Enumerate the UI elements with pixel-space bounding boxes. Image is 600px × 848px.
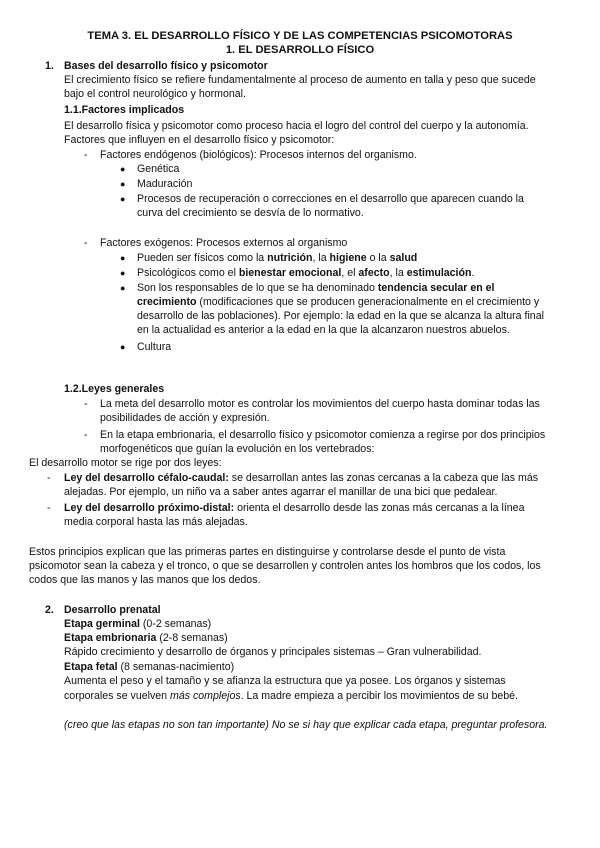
list-item: En la etapa embrionaria, el desarrollo físico y psicomotor comienza a regirse por dos principios [100, 429, 546, 441]
list-item-continuation: desarrollo de las poblaciones). Por ejemplo: la edad en la que se alcanza la altura final [137, 310, 544, 322]
paragraph-line: Rápido crecimiento y desarrollo de órganos y principales sistemas – Gran vulnerabilidad. [64, 646, 482, 658]
section-heading: Bases del desarrollo físico y psicomotor [64, 60, 268, 72]
list-item: Ley del desarrollo próximo-distal: orienta el desarrollo desde las zonas más cercanas a la línea [64, 502, 525, 514]
list-item-continuation: curva del crecimiento se desvía de lo normativo. [137, 207, 364, 219]
list-item: La meta del desarrollo motor es controlar los movimientos del cuerpo hasta dominar todas las [100, 398, 540, 410]
subsection-heading: 1.2.Leyes generales [64, 383, 165, 395]
list-item-continuation: media corporal hasta las más alejadas. [64, 516, 248, 528]
bullet-dot: ● [120, 342, 126, 352]
list-item: Cultura [137, 341, 172, 353]
bullet-dot: ● [120, 268, 126, 278]
list-item-continuation: posibilidades de acción y expresión. [100, 412, 270, 424]
paragraph-line: Aumenta el peso y el tamaño y se afianza la estructura que ya posee. Los órganos y sistemas [64, 675, 506, 687]
list-item-continuation: morfogenéticos que guían la evolución en los vertebrados: [100, 443, 375, 455]
bullet-dot: ● [120, 253, 126, 263]
bullet-dot: ● [120, 283, 126, 293]
list-item: Pueden ser físicos como la nutrición, la higiene o la salud [137, 252, 418, 264]
dash-bullet: - [84, 149, 88, 161]
stage-line: Etapa germinal (0-2 semanas) [64, 618, 212, 630]
paragraph-line: bajo el control neurológico y hormonal. [64, 88, 246, 100]
section-number: 1. [45, 60, 54, 72]
section-title: 1. EL DESARROLLO FÍSICO [225, 44, 375, 56]
bullet-dot: ● [120, 164, 126, 174]
dash-bullet: - [47, 472, 51, 484]
document-title: TEMA 3. EL DESARROLLO FÍSICO Y DE LAS COMPETENCIAS PSICOMOTORAS [87, 30, 513, 42]
paragraph-line: corporales se vuelven más complejos. La madre empieza a percibir los movimientos de su bebé. [64, 690, 518, 702]
paragraph-line: Estos principios explican que las primeras partes en distinguirse y controlarse desde el punto de vista [29, 546, 506, 558]
list-item: Son los responsables de lo que se ha denominado tendencia secular en el [137, 282, 495, 294]
stage-line: Etapa fetal (8 semanas-nacimiento) [64, 661, 235, 673]
list-item: Factores exógenos: Procesos externos al organismo [100, 237, 348, 249]
list-item-continuation: alejadas. Por ejemplo, un niño va a saber antes agarrar el manillar de una bici que pedalear. [64, 486, 498, 498]
dash-bullet: - [84, 429, 88, 441]
paragraph-line: psicomotor sean la cabeza y el tronco, o que se desarrollen y controlen antes los hombros que los codos, los [29, 560, 541, 572]
note-line: (creo que las etapas no son tan importante) No se si hay que explicar cada etapa, preguntar profesora. [64, 719, 548, 731]
subsection-heading: 1.1.Factores implicados [64, 104, 185, 116]
section-heading: Desarrollo prenatal [64, 604, 161, 616]
paragraph-line: El desarrollo física y psicomotor como proceso hacia el logro del control del cuerpo y la autonomía. [64, 120, 529, 132]
list-item: Psicológicos como el bienestar emocional, el afecto, la estimulación. [137, 267, 475, 279]
list-item-continuation: crecimiento (modificaciones que se producen generacionalmente en el crecimiento y [137, 296, 540, 308]
dash-bullet: - [84, 237, 88, 249]
list-item-continuation: en la actualidad es anterior a la edad en la que la alcanzaron nuestros abuelos. [137, 324, 510, 336]
paragraph-line: El desarrollo motor se rige por dos leyes: [29, 457, 222, 469]
paragraph-line: codos que las manos y las manos que los dedos. [29, 574, 261, 586]
list-item: Factores endógenos (biológicos): Procesos internos del organismo. [100, 149, 417, 161]
list-item: Procesos de recuperación o correcciones en el desarrollo que aparecen cuando la [137, 193, 524, 205]
stage-line: Etapa embrionaria (2-8 semanas) [64, 632, 228, 644]
list-item: Maduración [137, 178, 193, 190]
bullet-dot: ● [120, 179, 126, 189]
bullet-dot: ● [120, 194, 126, 204]
section-number: 2. [45, 604, 54, 616]
list-item: Ley del desarrollo céfalo-caudal: se desarrollan antes las zonas cercanas a la cabeza que las más [64, 472, 539, 484]
dash-bullet: - [84, 398, 88, 410]
dash-bullet: - [47, 502, 51, 514]
paragraph-line: El crecimiento físico se refiere fundamentalmente al proceso de aumento en talla y peso que sucede [64, 74, 536, 86]
paragraph-line: Factores que influyen en el desarrollo físico y psicomotor: [64, 134, 335, 146]
list-item: Genética [137, 163, 180, 175]
